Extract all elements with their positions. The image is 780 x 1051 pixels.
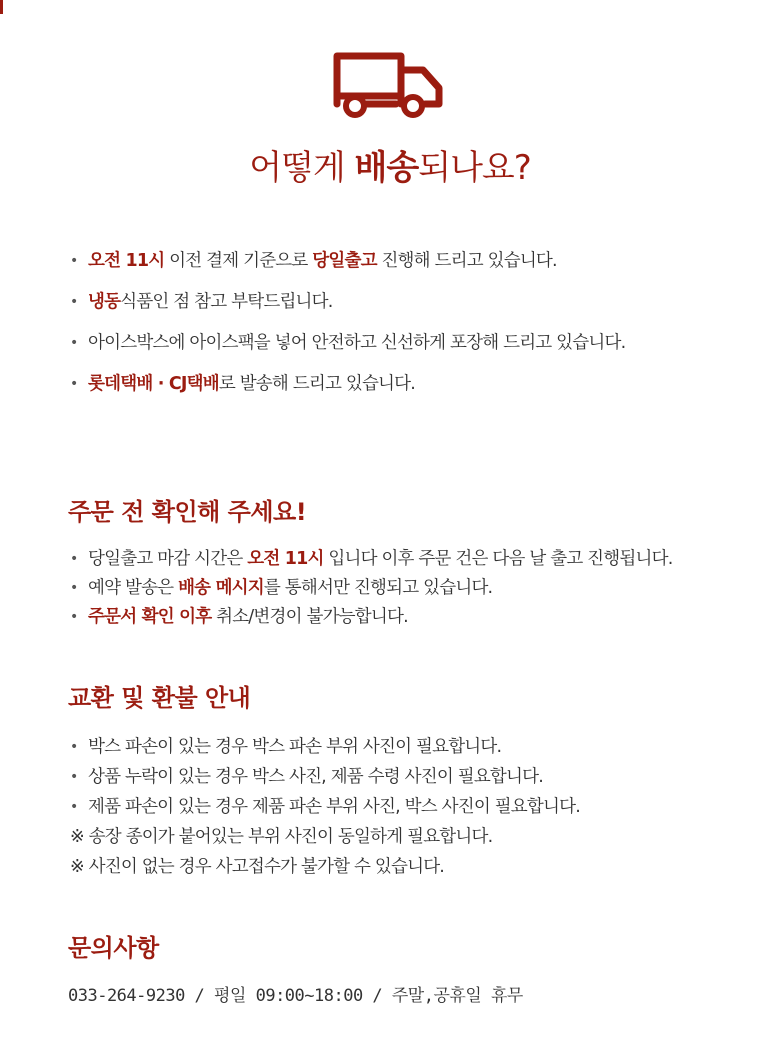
item-text: 예약 발송은 (88, 578, 179, 598)
list-item (70, 331, 625, 356)
item-text: 진행해 드리고 있습니다. (376, 251, 557, 271)
highlight-text: 배송 메시지 (178, 578, 264, 598)
exchange-info-list (70, 734, 580, 884)
list-item (70, 546, 672, 572)
item-text: 식품인 점 참고 부탁드립니다. (120, 292, 333, 312)
list-item (70, 604, 672, 630)
item-text: 아이스박스에 아이스팩을 넣어 안전하고 신선하게 포장해 드리고 있습니다. (88, 333, 626, 353)
contact-info-text: 033-264-9230 / 평일 09:00~18:00 / 주말,공휴일 휴무 (68, 986, 523, 1006)
shipping-title-pre: 어떻게 (249, 148, 355, 188)
confirm-section-title: 주문 전 확인해 주세요! (68, 498, 307, 526)
note-item: ※ 사진이 없는 경우 사고접수가 불가할 수 있습니다. (70, 857, 445, 877)
corner-accent-mark (0, 0, 3, 14)
highlight-text: 오전 11시 (247, 549, 324, 569)
list-item (70, 249, 625, 274)
highlight-text: 롯데택배 · CJ택배 (88, 374, 219, 394)
note-item: ※ 송장 종이가 붙어있는 부위 사진이 동일하게 필요합니다. (70, 827, 493, 847)
list-item: • 박스 파손이 있는 경우 박스 파손 부위 사진이 필요합니다. (70, 734, 580, 760)
list-item (70, 290, 625, 315)
highlight-text: 주문서 확인 이후 (88, 607, 212, 627)
list-item (70, 575, 672, 601)
contact-section-title: 문의사항 (68, 934, 159, 962)
item-text: 입니다 이후 주문 건은 다음 날 출고 진행됩니다. (323, 549, 673, 569)
item-text: 이전 결제 기준으로 (164, 251, 313, 271)
shipping-title (0, 138, 780, 198)
highlight-text: 당일출고 (312, 251, 377, 271)
shipping-title-strong: 배송 (354, 148, 419, 188)
highlight-text: 오전 11시 (88, 251, 165, 271)
shipping-title-post: 되나요? (418, 148, 531, 188)
list-item: • 상품 누락이 있는 경우 박스 사진, 제품 수령 사진이 필요합니다. (70, 764, 580, 790)
list-item: • 제품 파손이 있는 경우 제품 파손 부위 사진, 박스 사진이 필요합니다. (70, 794, 580, 820)
item-text: 취소/변경이 불가능합니다. (211, 607, 408, 627)
list-item (70, 372, 625, 397)
item-text: 를 통해서만 진행되고 있습니다. (263, 578, 493, 598)
shipping-info-list (70, 249, 625, 413)
delivery-truck-icon (333, 52, 445, 120)
item-text: 로 발송해 드리고 있습니다. (218, 374, 416, 394)
confirm-info-list (70, 546, 672, 633)
highlight-text: 냉동 (88, 292, 121, 312)
item-text: 당일출고 마감 시간은 (88, 549, 248, 569)
exchange-section-title: 교환 및 환불 안내 (68, 684, 251, 712)
